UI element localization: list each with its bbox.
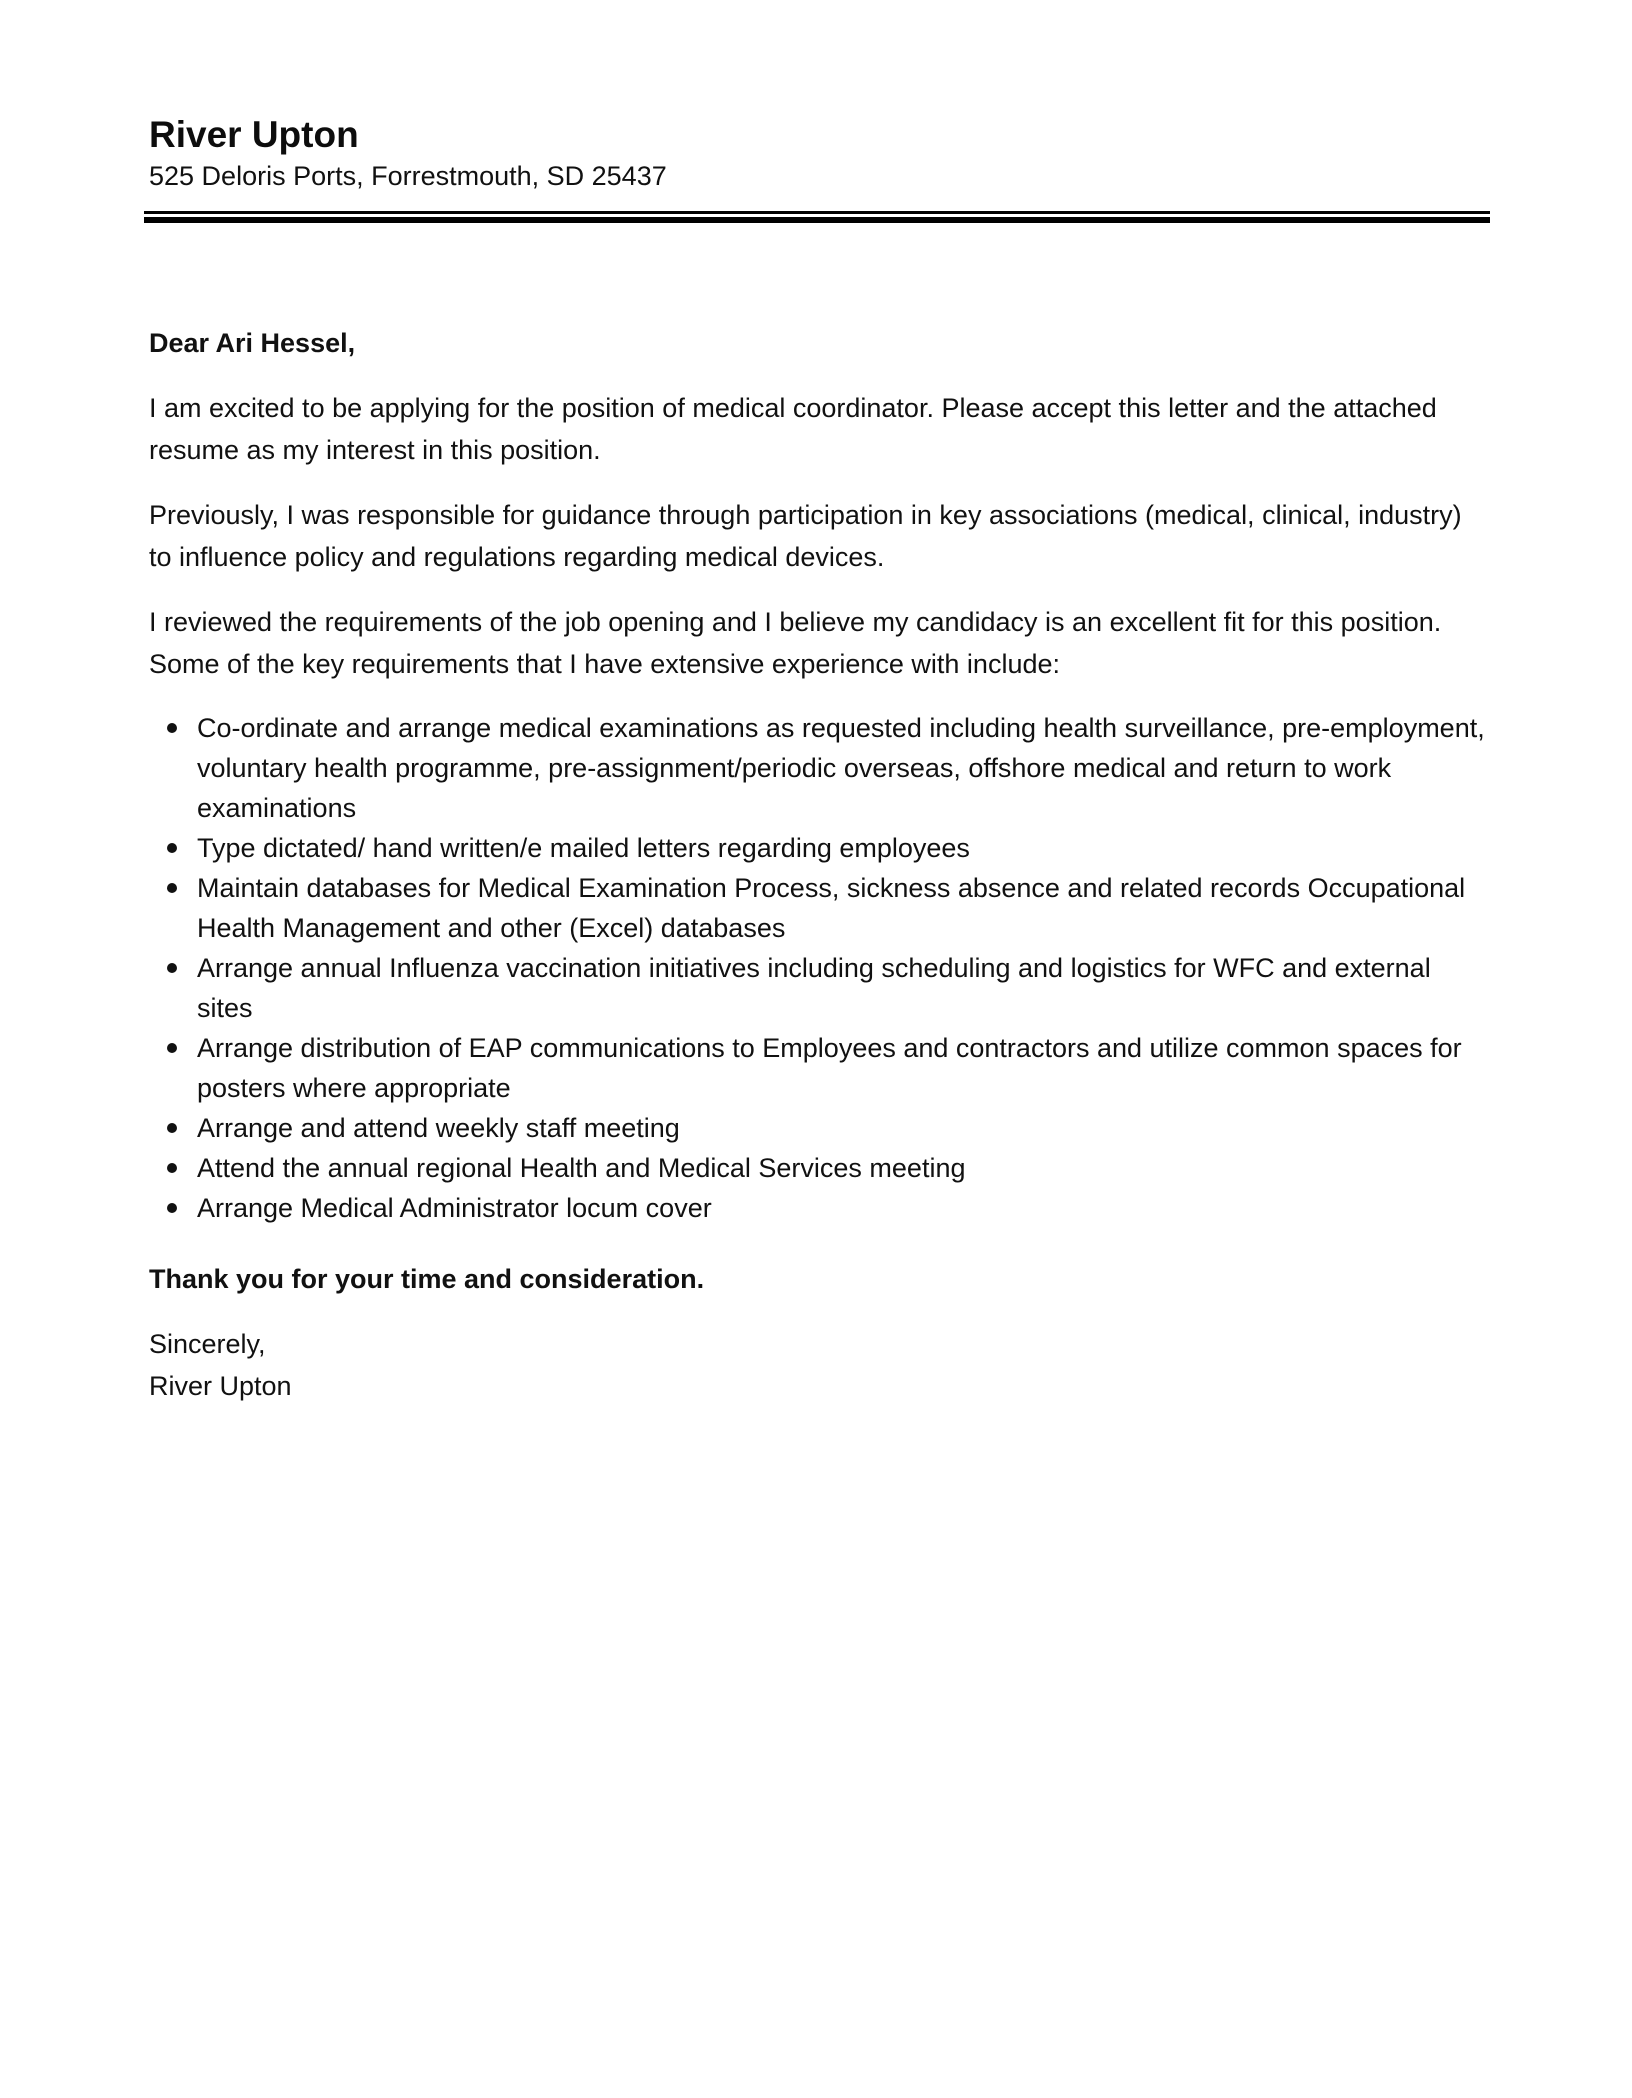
header-divider [144, 211, 1490, 223]
list-item [197, 1148, 1489, 1188]
list-item [197, 1108, 1489, 1148]
bullet-icon [167, 1203, 177, 1213]
list-item [197, 1188, 1489, 1228]
bullet-icon [167, 723, 177, 733]
paragraph-intro: I am excited to be applying for the position of medical coordinator. Please accept this letter and the attached resume as my interest in this position. [149, 393, 1437, 465]
sender-address: 525 Deloris Ports, Forrestmouth, SD 25437 [149, 161, 667, 191]
bullet-icon [167, 1043, 177, 1053]
list-item-text: Co-ordinate and arrange medical examinations as requested including health surveillance, pre-employment, voluntary health programme, pre-assignment/periodic overseas, offshore medical and return to work examinations [197, 713, 1485, 823]
salutation: Dear Ari Hessel, [149, 328, 356, 358]
list-item [197, 828, 1489, 868]
list-item [197, 948, 1489, 1028]
list-item-text: Arrange Medical Administrator locum cover [197, 1193, 712, 1223]
paragraph-experience: Previously, I was responsible for guidance through participation in key associations (medical, clinical, industry) to influence policy and regulations regarding medical devices. [149, 500, 1462, 572]
bullet-icon [167, 883, 177, 893]
list-item-text: Arrange and attend weekly staff meeting [197, 1113, 680, 1143]
header-divider-thick-line [144, 217, 1490, 223]
bullet-icon [167, 963, 177, 973]
list-item [197, 868, 1489, 948]
paragraph-requirements-intro: I reviewed the requirements of the job opening and I believe my candidacy is an excellent fit for this position. Some of the key requirements that I have extensive experience with include: [149, 607, 1442, 679]
closing: Sincerely, [149, 1329, 266, 1359]
thank-you-line: Thank you for your time and consideration. [149, 1264, 705, 1294]
list-item [197, 1028, 1489, 1108]
sender-name: River Upton [149, 114, 359, 155]
list-item-text: Type dictated/ hand written/e mailed letters regarding employees [197, 833, 970, 863]
bullet-icon [167, 1123, 177, 1133]
list-item-text: Arrange annual Influenza vaccination initiatives including scheduling and logistics for WFC and external sites [197, 953, 1431, 1023]
signature-name: River Upton [149, 1371, 292, 1401]
bullet-icon [167, 843, 177, 853]
letter-header [149, 112, 1489, 194]
requirements-list [149, 708, 1489, 1228]
list-item [197, 708, 1489, 828]
list-item-text: Attend the annual regional Health and Medical Services meeting [197, 1153, 966, 1183]
list-item-text: Maintain databases for Medical Examination Process, sickness absence and related records Occupational Health Management and other (Excel) databases [197, 873, 1466, 943]
bullet-icon [167, 1163, 177, 1173]
letter-body [149, 322, 1489, 1407]
list-item-text: Arrange distribution of EAP communications to Employees and contractors and utilize common spaces for posters where appropriate [197, 1033, 1462, 1103]
